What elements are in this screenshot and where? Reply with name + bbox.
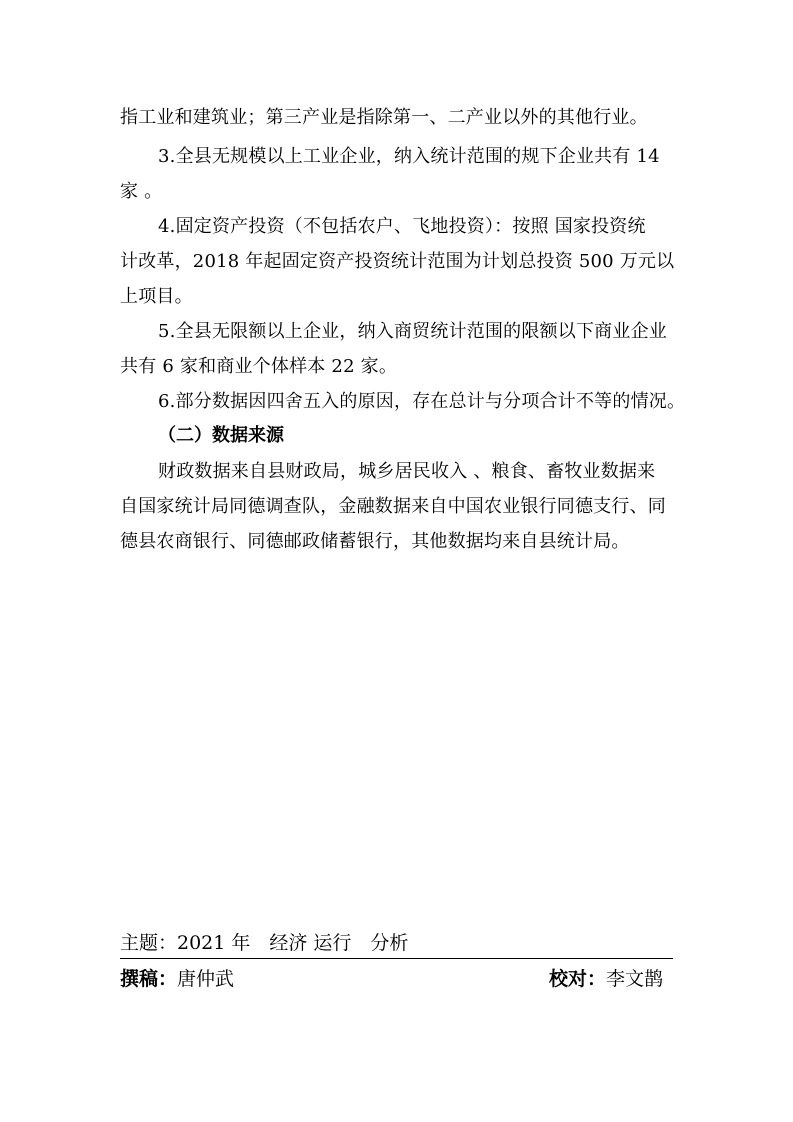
paragraph-line-12: 自国家统计局同德调查队，金融数据来自中国农业银行同德支行、同 — [120, 496, 666, 517]
section-heading-data-source: （二）数据来源 — [158, 425, 284, 446]
proofreader-name: 李文鹊 — [605, 968, 663, 990]
paragraph-line-11: 财政数据来自县财政局，城乡居民收入 、粮食、畜牧业数据来 — [158, 461, 656, 482]
paragraph-line-8: 共有 6 家和商业个体样本 22 家。 — [120, 356, 398, 377]
footer-credits — [120, 966, 673, 994]
proofreader-credit — [549, 966, 663, 992]
author-credit — [120, 966, 234, 992]
paragraph-line-7: 5.全县无限额以上企业，纳入商贸统计范围的限额以下商业企业 — [158, 321, 667, 342]
proofreader-label: 校对： — [548, 968, 606, 990]
paragraph-line-3: 家 。 — [120, 181, 163, 202]
paragraph-line-13: 德县农商银行、同德邮政储蓄银行，其他数据均来自县统计局。 — [120, 531, 630, 552]
paragraph-line-9: 6.部分数据因四舍五入的原因，存在总计与分项合计不等的情况。 — [158, 391, 686, 412]
paragraph-line-2: 3.全县无规模以上工业企业，纳入统计范围的规下企业共有 14 — [158, 146, 660, 167]
paragraph-line-6: 上项目。 — [120, 286, 193, 307]
author-name: 唐仲武 — [177, 968, 235, 990]
footer-subject — [120, 930, 673, 959]
paragraph-line-1: 指工业和建筑业；第三产业是指除第一、二产业以外的其他行业。 — [120, 107, 648, 128]
paragraph-line-5: 计改革，2018 年起固定资产投资统计范围为计划总投资 500 万元以 — [120, 251, 675, 272]
author-label: 撰稿： — [120, 968, 178, 990]
footer-subject-text: 主题：2021 年 经济 运行 分析 — [120, 932, 409, 954]
paragraph-line-4: 4.固定资产投资（不包括农户、飞地投资）：按照 国家投资统 — [158, 216, 646, 237]
